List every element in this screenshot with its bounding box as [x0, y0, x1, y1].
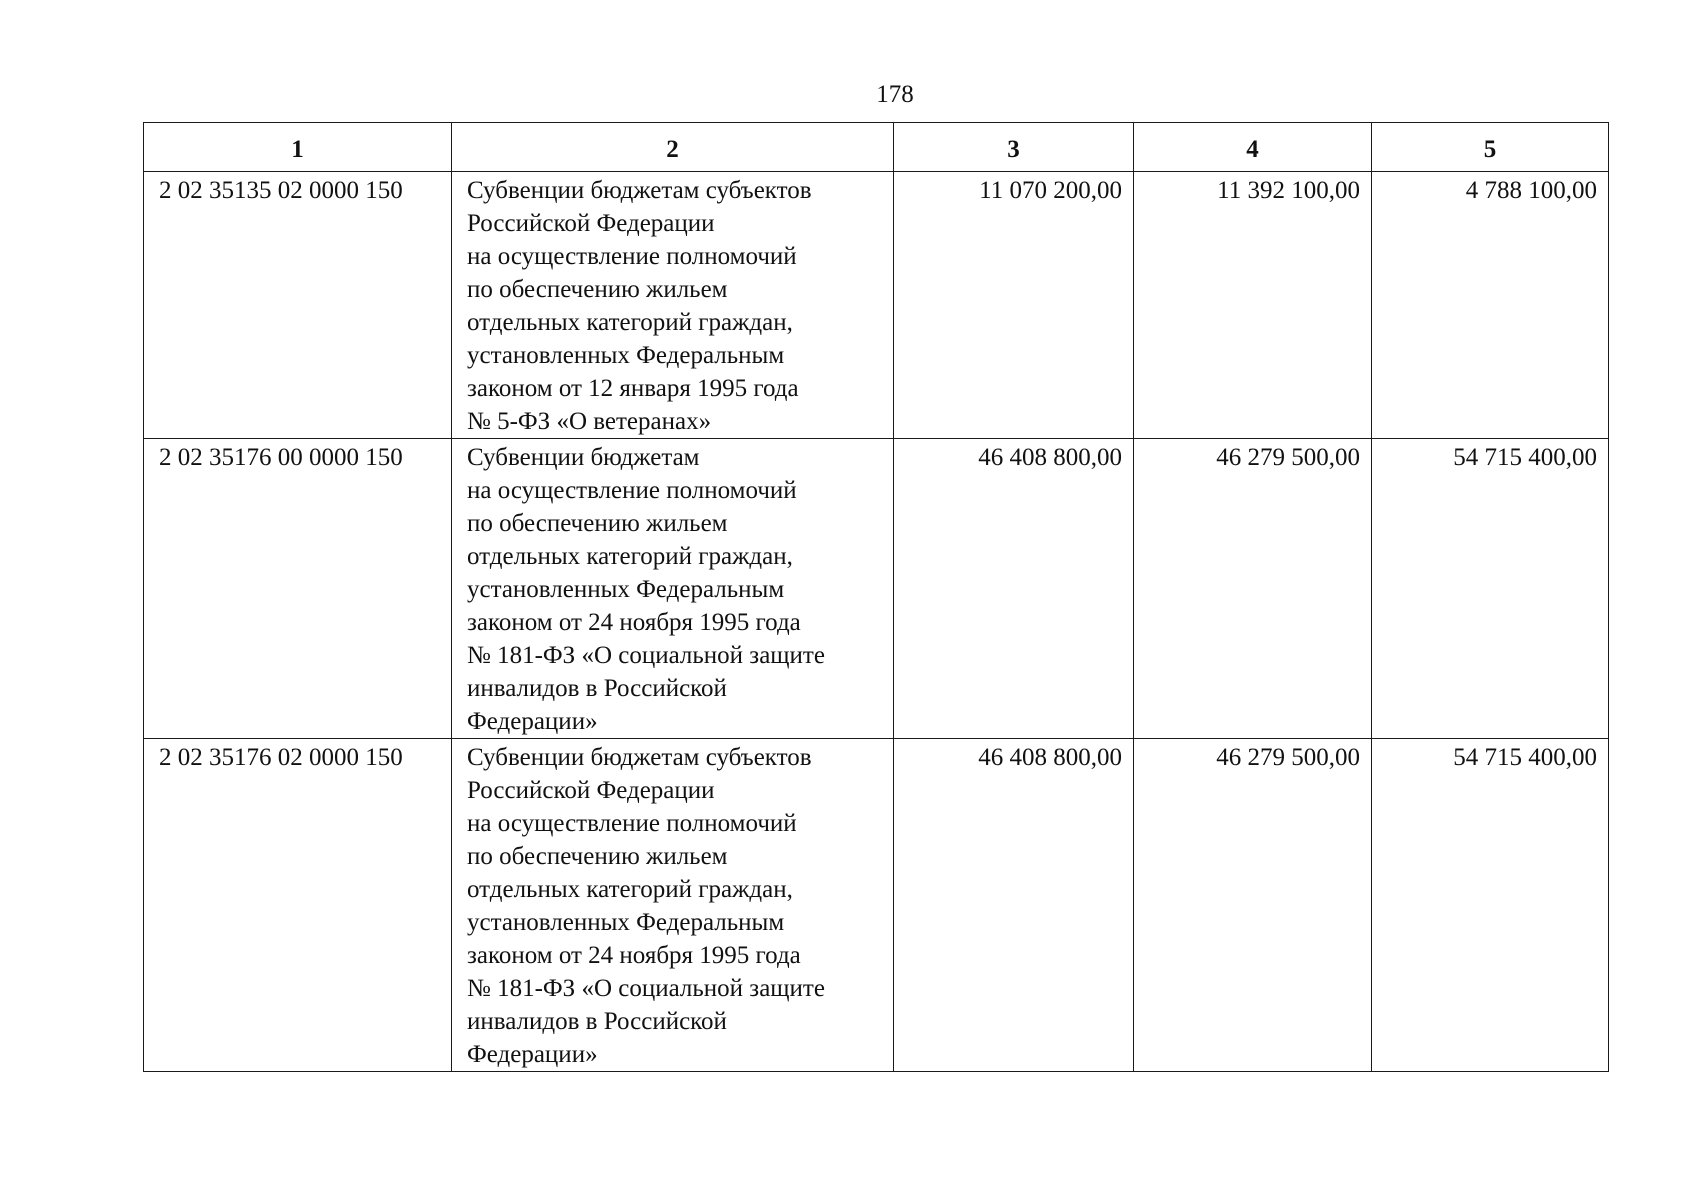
description-line: установленных Федеральным	[467, 342, 785, 369]
amount-col4-cell: 11 392 100,00	[1134, 172, 1372, 439]
header-cell-5: 5	[1372, 123, 1609, 172]
description-line: № 181-ФЗ «О социальной защите	[467, 642, 825, 669]
amount-col3-cell: 46 408 800,00	[894, 439, 1134, 739]
description-line: на осуществление полномочий	[467, 810, 797, 837]
description-line: Субвенции бюджетам	[467, 444, 700, 471]
budget-code-cell: 2 02 35135 02 0000 150	[144, 172, 452, 439]
description-cell	[452, 439, 894, 739]
description-line: отдельных категорий граждан,	[467, 543, 793, 570]
description-line: № 181-ФЗ «О социальной защите	[467, 975, 825, 1002]
description-line: отдельных категорий граждан,	[467, 309, 793, 336]
table-header	[144, 123, 1609, 172]
description-line: Федерации»	[467, 1041, 598, 1068]
table-row	[144, 439, 1609, 739]
description-cell	[452, 172, 894, 439]
header-row	[144, 123, 1609, 172]
header-cell-3: 3	[894, 123, 1134, 172]
description-line: Российской Федерации	[467, 777, 715, 804]
description-line: Российской Федерации	[467, 210, 715, 237]
description-line: Субвенции бюджетам субъектов	[467, 177, 812, 204]
description-line: законом от 24 ноября 1995 года	[467, 942, 801, 969]
budget-code-cell: 2 02 35176 02 0000 150	[144, 739, 452, 1072]
page-number: 178	[876, 81, 914, 108]
table-row	[144, 172, 1609, 439]
amount-col3-cell: 11 070 200,00	[894, 172, 1134, 439]
header-cell-2: 2	[452, 123, 894, 172]
amount-col3-cell: 46 408 800,00	[894, 739, 1134, 1072]
description-cell	[452, 739, 894, 1072]
description-line: по обеспечению жильем	[467, 276, 728, 303]
budget-code-cell: 2 02 35176 00 0000 150	[144, 439, 452, 739]
description-line: на осуществление полномочий	[467, 477, 797, 504]
table-row	[144, 739, 1609, 1072]
description-line: отдельных категорий граждан,	[467, 876, 793, 903]
description-line: инвалидов в Российской	[467, 1008, 727, 1035]
amount-col4-cell: 46 279 500,00	[1134, 739, 1372, 1072]
description-line: по обеспечению жильем	[467, 843, 728, 870]
description-line: установленных Федеральным	[467, 576, 785, 603]
amount-col5-cell: 4 788 100,00	[1372, 172, 1609, 439]
header-cell-4: 4	[1134, 123, 1372, 172]
description-line: № 5-ФЗ «О ветеранах»	[467, 408, 712, 435]
description-line: инвалидов в Российской	[467, 675, 727, 702]
description-line: установленных Федеральным	[467, 909, 785, 936]
budget-table	[143, 122, 1609, 1072]
table-body	[144, 172, 1609, 1072]
description-line: Федерации»	[467, 708, 598, 735]
header-cell-1: 1	[144, 123, 452, 172]
description-line: по обеспечению жильем	[467, 510, 728, 537]
description-line: на осуществление полномочий	[467, 243, 797, 270]
amount-col5-cell: 54 715 400,00	[1372, 439, 1609, 739]
amount-col5-cell: 54 715 400,00	[1372, 739, 1609, 1072]
description-line: законом от 24 ноября 1995 года	[467, 609, 801, 636]
amount-col4-cell: 46 279 500,00	[1134, 439, 1372, 739]
description-line: Субвенции бюджетам субъектов	[467, 744, 812, 771]
description-line: законом от 12 января 1995 года	[467, 375, 799, 402]
